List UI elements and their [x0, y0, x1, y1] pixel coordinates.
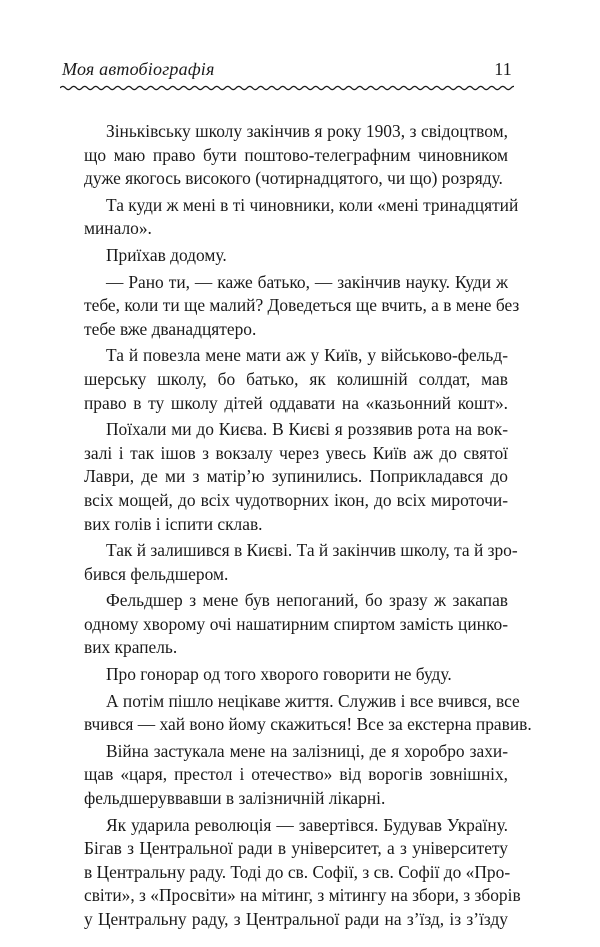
text-line: право в ту школу дітей оддавати на «казьонний кошт». [84, 392, 508, 413]
paragraph [62, 271, 520, 342]
text-line: Так й залишився в Києві. Та й закінчив школу, та й зро- [106, 540, 518, 561]
text-line: Та куди ж мені в ті чиновники, коли «мені тринадцятий [106, 194, 519, 215]
text-line: щав «царя, престол і отечество» від ворогів зовнішніх, [84, 764, 508, 785]
paragraph [62, 344, 508, 415]
paragraph [62, 418, 508, 536]
page-number: 11 [494, 59, 512, 79]
text-line: світи», з «Просвіти» на мітинг, з мітингу на збори, з зборів [84, 885, 521, 906]
wavy-rule-ornament [60, 82, 514, 94]
text-line: залі і так ішов з вокзалу через увесь Київ аж до святої [84, 442, 508, 463]
text-line: Як ударила революція — завертівся. Будував Україну. [106, 814, 508, 835]
text-line: Поїхали ми до Києва. В Києві я роззявив рота на вок- [106, 419, 508, 440]
paragraph [62, 814, 521, 932]
text-line: вчився — хай воно йому скажиться! Все за екстерна правив. [84, 714, 532, 735]
text-line: одному хворому очі нашатирним спиртом замість цинко- [84, 613, 508, 634]
text-line: минало». [84, 218, 152, 239]
text-line: фельдшеруввавши в залізничній лікарні. [84, 788, 386, 809]
paragraph [62, 244, 508, 268]
paragraph [62, 690, 532, 737]
text-line: А потім пішло нецікаве життя. Служив і все вчився, все [106, 690, 520, 711]
paragraph [62, 589, 508, 660]
text-line: Про гонорар од того хворого говорити не буду. [106, 664, 452, 685]
text-line: Приїхав додому. [106, 244, 227, 265]
text-line: тебе вже дванадцятеро. [84, 318, 257, 339]
paragraph [62, 539, 518, 586]
body-text [62, 120, 532, 932]
paragraph [62, 740, 508, 811]
text-line: Зіньківську школу закінчив я року 1903, з свідоцтвом, [106, 121, 508, 141]
running-title: Моя автобіографія [62, 59, 215, 79]
text-line: Та й повезла мене мати аж у Київ, у військово-фельд- [106, 345, 508, 366]
running-head [62, 56, 512, 82]
text-line: вих голів і іспити склав. [84, 513, 263, 534]
text-line: — Рано ти, — каже батько, — закінчив науку. Куди ж [106, 271, 508, 292]
text-line: Війна застукала мене на залізниці, де я хоробро захи- [106, 740, 508, 761]
text-line: Бігав з Центральної ради в університет, а з університету [84, 838, 508, 859]
text-line: Фельдшер з мене був непоганий, бо зразу ж закапав [106, 590, 508, 611]
text-line: Лаври, де ми з матір’ю зупинились. Поприкладався до [84, 466, 508, 487]
text-line: шерську школу, бо батько, як колишній солдат, мав [84, 368, 508, 389]
text-line: всіх мощей, до всіх чудотворних ікон, до всіх мироточи- [84, 489, 508, 510]
paragraph [62, 120, 508, 191]
text-line: бився фельдшером. [84, 563, 229, 584]
text-line: в Центральну раду. Тоді до св. Софії, з св. Софії до «Про- [84, 861, 511, 882]
text-line: що маю право бути поштово-телеграфним чиновником [84, 144, 508, 165]
text-line: у Центральну раду, з Центральної ради на з’їзд, із з’їзду [84, 909, 508, 929]
text-line: тебе, коли ти ще малий? Доведеться ще вчить, а в мене без [84, 295, 520, 316]
paragraph [62, 194, 519, 241]
paragraph [62, 663, 508, 687]
text-line: вих крапель. [84, 637, 178, 658]
text-line: дуже якогось високого (чотирнадцятого, чи що) розряду. [84, 168, 503, 189]
